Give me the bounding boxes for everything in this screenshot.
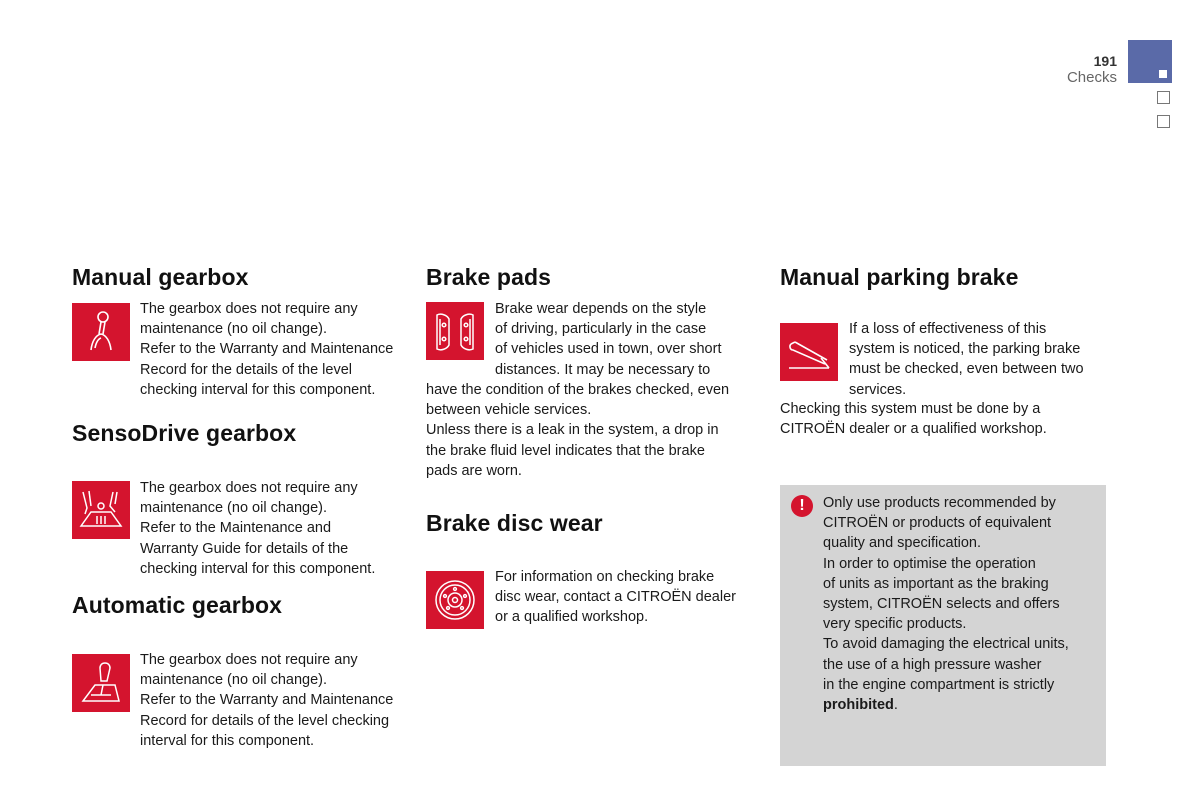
manual-parking-brake-text-indented: If a loss of effectiveness of this system is noticed, the parking brake must be checked, even between two services. <box>849 321 1084 398</box>
chapter-tab-empty-2 <box>1157 115 1170 128</box>
gear-lever-icon <box>72 303 130 361</box>
chapter-tab-marker <box>1159 70 1167 78</box>
warning-exclamation-icon: ! <box>791 495 813 517</box>
manual-gearbox-heading: Manual gearbox <box>72 264 249 290</box>
sensodrive-gearbox-text: The gearbox does not require any maintenance (no oil change). Refer to the Maintenance and Warranty Guide for details of the checking interval for this component. <box>140 480 376 577</box>
page-number: 191 <box>1093 53 1117 69</box>
prohibited-emphasis: prohibited <box>823 697 894 714</box>
manual-gearbox-text: The gearbox does not require any maintenance (no oil change). Refer to the Warranty and Maintenance Record for the details of the level checking interval for this component. <box>140 301 394 398</box>
manual-parking-brake-heading: Manual parking brake <box>780 264 1019 290</box>
chapter-tab <box>1128 40 1172 83</box>
chapter-tab-empty-1 <box>1157 91 1170 104</box>
automatic-gearbox-heading: Automatic gearbox <box>72 592 283 618</box>
brake-pads-text-indented: Brake wear depends on the style of driving, particularly in the case of vehicles used in town, over short distances. It may be necessary to <box>495 301 722 378</box>
warning-note-text: Only use products recommended by CITROËN or products of equivalent quality and specification. In order to optimise the operation of units as important as the braking system, CITROËN selects and offers very specific products. To avoid damaging the electrical units, the use of a high pressure washer in the engine compartment is strictly prohibited. <box>823 495 1069 714</box>
sensodrive-gearbox-heading: SensoDrive gearbox <box>72 420 297 446</box>
section-title: Checks <box>1066 69 1117 86</box>
brake-pads-icon <box>426 302 484 360</box>
parking-brake-lever-icon <box>780 323 838 381</box>
sensodrive-selector-icon <box>72 481 130 539</box>
automatic-gearbox-text: The gearbox does not require any maintenance (no oil change). Refer to the Warranty and Maintenance Record for details of the level checking interval for this component. <box>140 652 394 749</box>
brake-disc-wear-text: For information on checking brake disc wear, contact a CITROËN dealer or a qualified workshop. <box>495 569 736 626</box>
brake-pads-text: have the condition of the brakes checked, even between vehicle services. Unless there is a leak in the system, a drop in the brake fluid level indicates that the brake pads are worn. <box>426 382 730 479</box>
automatic-selector-icon <box>72 654 130 712</box>
brake-disc-wear-heading: Brake disc wear <box>426 510 603 536</box>
manual-parking-brake-text: Checking this system must be done by a CITROËN dealer or a qualified workshop. <box>780 401 1047 438</box>
brake-disc-icon <box>426 571 484 629</box>
brake-pads-heading: Brake pads <box>426 264 552 290</box>
